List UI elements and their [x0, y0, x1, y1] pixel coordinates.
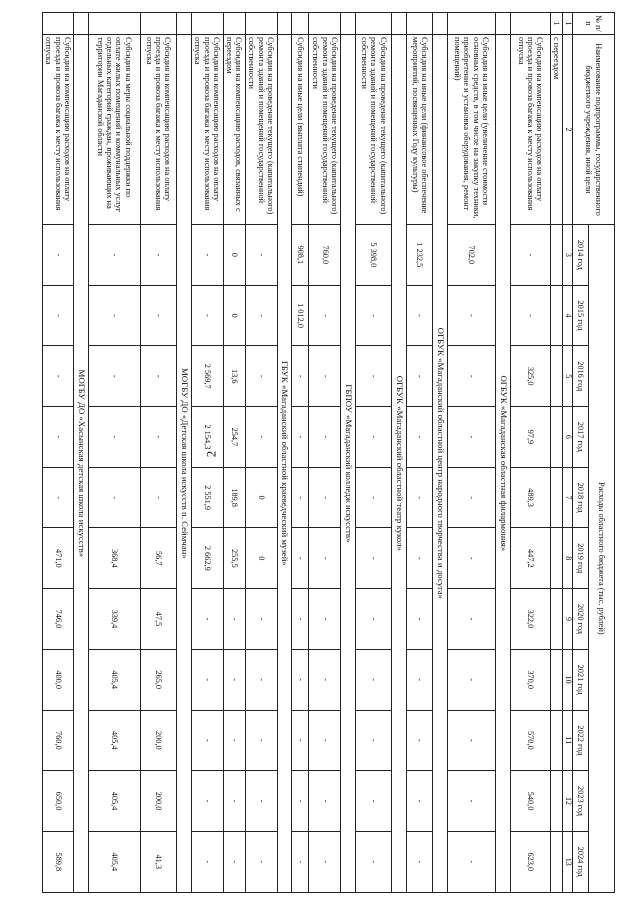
column-number: 6 [563, 407, 573, 468]
department-row [176, 13, 191, 893]
value-cell: 0 [245, 528, 277, 589]
value-cell: - [356, 528, 392, 589]
value-cell: - [447, 346, 495, 407]
header-year: 2018 год [573, 467, 589, 528]
value-cell: - [191, 225, 223, 286]
value-cell: - [407, 589, 433, 650]
row-name: Субсидия на компенсацию расходов на оплату проезда и провоза багажа к месту использования отпуска [510, 35, 550, 225]
row-index [140, 13, 176, 35]
value-cell: 368,4 [88, 528, 140, 589]
value-cell: 56,7 [140, 528, 176, 589]
row-index [407, 13, 433, 35]
table-row [191, 13, 223, 893]
row-index [176, 13, 191, 35]
value-cell: - [447, 831, 495, 892]
value-cell: - [447, 710, 495, 771]
value-cell: - [191, 285, 223, 346]
value-cell: 702,0 [447, 225, 495, 286]
value-cell: - [292, 831, 309, 892]
header-year: 2022 год [573, 710, 589, 771]
value-cell: - [447, 649, 495, 710]
department-row [73, 13, 88, 893]
value-cell: - [309, 528, 341, 589]
value-cell [550, 225, 562, 286]
department-name: МОГБУ ДО «Хасынская детская школа искусств» [73, 35, 88, 893]
value-cell: - [191, 589, 223, 650]
value-cell [550, 649, 562, 710]
value-cell: - [292, 467, 309, 528]
row-index [356, 13, 392, 35]
value-cell: 589,8 [43, 831, 74, 892]
value-cell: - [292, 649, 309, 710]
value-cell: - [309, 407, 341, 468]
row-index [433, 13, 448, 35]
value-cell: - [309, 771, 341, 832]
value-cell: - [140, 407, 176, 468]
table-row [88, 13, 140, 893]
value-cell: - [191, 649, 223, 710]
header-year: 2021 год [573, 649, 589, 710]
value-cell: - [43, 407, 74, 468]
value-cell: - [140, 346, 176, 407]
value-cell: - [447, 467, 495, 528]
value-cell: - [245, 346, 277, 407]
row-name: Субсидия на проведение текущего (капитального) ремонта зданий и помещений государственной собственности [309, 35, 341, 225]
value-cell: 623,0 [510, 831, 550, 892]
department-row [392, 13, 407, 893]
value-cell: - [292, 589, 309, 650]
value-cell: 325,0 [510, 346, 550, 407]
row-index [277, 13, 292, 35]
row-name: Субсидия на компенсацию расходов на оплату проезда и провоза багажа к месту использования отпуска [140, 35, 176, 225]
table-row [292, 13, 309, 893]
value-cell: - [407, 831, 433, 892]
value-cell: 2 154,3 [191, 407, 223, 468]
value-cell: - [407, 528, 433, 589]
row-index [73, 13, 88, 35]
row-index [495, 13, 510, 35]
header-year: 2024 год [573, 831, 589, 892]
value-cell: - [292, 407, 309, 468]
column-number: 2 [563, 35, 573, 225]
department-row [277, 13, 292, 893]
row-name: Субсидия на иные цели (увеличение стоимости основных средств, в том числе на закупку техники, приобретение и установка оборудования, ремонт помещений) [447, 35, 495, 225]
value-cell: - [292, 528, 309, 589]
value-cell: - [88, 467, 140, 528]
value-cell [550, 467, 562, 528]
value-cell: 405,4 [88, 710, 140, 771]
rotated-table-sheet [45, 12, 615, 892]
value-cell: 540,0 [510, 771, 550, 832]
value-cell [550, 589, 562, 650]
value-cell: 405,4 [88, 771, 140, 832]
value-cell: - [447, 771, 495, 832]
value-cell: - [356, 589, 392, 650]
value-cell: 97,9 [510, 407, 550, 468]
value-cell: 471,0 [43, 528, 74, 589]
value-cell: 2 569,7 [191, 346, 223, 407]
value-cell: - [356, 831, 392, 892]
value-cell: - [309, 710, 341, 771]
row-name: с переездом [550, 35, 562, 225]
row-name: Субсидия на компенсацию расходов на оплату проезда и провоза багажа к месту использования отпуска [43, 35, 74, 225]
value-cell: - [510, 225, 550, 286]
value-cell: 255,5 [223, 528, 245, 589]
row-index [43, 13, 74, 35]
table-body [43, 13, 563, 893]
value-cell: - [407, 710, 433, 771]
value-cell: - [43, 225, 74, 286]
value-cell: 200,0 [140, 771, 176, 832]
value-cell: - [309, 467, 341, 528]
value-cell: - [223, 771, 245, 832]
value-cell: - [356, 467, 392, 528]
value-cell: - [223, 649, 245, 710]
column-number: 13 [563, 831, 573, 892]
value-cell: - [407, 285, 433, 346]
header-year: 2015 год [573, 285, 589, 346]
value-cell: - [245, 407, 277, 468]
header-year: 2019 год [573, 528, 589, 589]
table-row [447, 13, 495, 893]
value-cell: - [223, 831, 245, 892]
header-name: Наименование подпрограммы, государственного бюджетного учреждения, иной цели [573, 35, 615, 225]
row-name: Субсидия на иные цели (финансовое обеспечение мероприятий, посвященных Году культуры) [407, 35, 433, 225]
value-cell: 908,1 [292, 225, 309, 286]
value-cell: 322,0 [510, 589, 550, 650]
column-number: 4 [563, 285, 573, 346]
department-row [433, 13, 448, 893]
value-cell: - [140, 285, 176, 346]
value-cell: - [356, 771, 392, 832]
row-name: Субсидия на меры социальной поддержки по оплате жилых помещений и коммунальных услуг отдельных категорий граждан, проживающих на территории Магаданской области [88, 35, 140, 225]
row-index [292, 13, 309, 35]
value-cell: 41,3 [140, 831, 176, 892]
table-header [563, 13, 615, 893]
column-number: 10 [563, 649, 573, 710]
row-index [223, 13, 245, 35]
value-cell: 2 662,9 [191, 528, 223, 589]
value-cell: - [245, 589, 277, 650]
header-year: 2017 год [573, 407, 589, 468]
value-cell: 2 551,9 [191, 467, 223, 528]
row-index [341, 13, 356, 35]
value-cell: - [407, 467, 433, 528]
value-cell [550, 407, 562, 468]
row-index: 1 [550, 13, 562, 35]
row-name: Субсидия на компенсацию расходов, связанных с переездом [223, 35, 245, 225]
value-cell: - [292, 771, 309, 832]
value-cell: 5 398,0 [356, 225, 392, 286]
value-cell: 405,4 [88, 649, 140, 710]
value-cell: - [407, 649, 433, 710]
table-row [309, 13, 341, 893]
value-cell: - [140, 467, 176, 528]
department-row [341, 13, 356, 893]
value-cell: 339,4 [88, 589, 140, 650]
table-row [510, 13, 550, 893]
value-cell: 189,8 [223, 467, 245, 528]
table-row [43, 13, 74, 893]
row-name: Субсидия на компенсацию расходов на оплату проезда и провоза багажа к месту использования отпуска [191, 35, 223, 225]
value-cell: 489,3 [510, 467, 550, 528]
header-expenses: Расходы областного бюджета (тыс. рублей) [589, 225, 615, 893]
value-cell: 47,5 [140, 589, 176, 650]
value-cell: - [309, 285, 341, 346]
value-cell: - [447, 528, 495, 589]
column-number: 3 [563, 225, 573, 286]
row-index [510, 13, 550, 35]
value-cell: - [191, 831, 223, 892]
column-number: 5 [563, 346, 573, 407]
value-cell: - [407, 407, 433, 468]
row-name: Субсидия на проведение текущего (капитального) ремонта зданий и помещений государственной собственности [245, 35, 277, 225]
value-cell: - [407, 771, 433, 832]
value-cell: - [292, 710, 309, 771]
value-cell: 0 [245, 467, 277, 528]
value-cell: 760,0 [43, 710, 74, 771]
value-cell: - [88, 407, 140, 468]
value-cell: - [309, 589, 341, 650]
value-cell: 405,4 [88, 831, 140, 892]
value-cell: - [510, 285, 550, 346]
table-row [550, 13, 562, 893]
table-row [407, 13, 433, 893]
value-cell: - [309, 831, 341, 892]
budget-table [42, 12, 615, 893]
value-cell: 0 [223, 285, 245, 346]
table-row [356, 13, 392, 893]
value-cell [550, 831, 562, 892]
value-cell: - [245, 710, 277, 771]
value-cell: 265,0 [140, 649, 176, 710]
value-cell: - [356, 649, 392, 710]
column-number: 8 [563, 528, 573, 589]
table-row [140, 13, 176, 893]
row-index [88, 13, 140, 35]
header-year: 2020 год [573, 589, 589, 650]
value-cell: - [245, 771, 277, 832]
value-cell: 760,0 [309, 225, 341, 286]
value-cell: - [245, 649, 277, 710]
value-cell: 13,6 [223, 346, 245, 407]
value-cell: - [245, 225, 277, 286]
value-cell [550, 285, 562, 346]
value-cell: - [356, 407, 392, 468]
row-name: Субсидия на проведение текущего (капитального) ремонта зданий и помещений государственной собственности [356, 35, 392, 225]
header-year: 2014 год [573, 225, 589, 286]
department-name: ГБУК «Магаданский областной краеведческий музей» [277, 35, 292, 893]
value-cell: - [191, 771, 223, 832]
value-cell: - [292, 346, 309, 407]
value-cell: 0 [223, 225, 245, 286]
department-row [495, 13, 510, 893]
department-name: ОГБУК «Магаданский областной театр кукол» [392, 35, 407, 893]
value-cell: - [356, 710, 392, 771]
value-cell: - [356, 285, 392, 346]
value-cell: 370,0 [510, 649, 550, 710]
value-cell: - [309, 649, 341, 710]
value-cell: - [356, 346, 392, 407]
value-cell: 650,0 [43, 771, 74, 832]
value-cell: 447,2 [510, 528, 550, 589]
value-cell: - [191, 710, 223, 771]
value-cell: - [447, 285, 495, 346]
row-index [245, 13, 277, 35]
value-cell: 400,0 [43, 649, 74, 710]
department-name: МОГБУ ДО «Детская школа искусств п. Сеймчан» [176, 35, 191, 893]
value-cell: - [447, 407, 495, 468]
row-index [309, 13, 341, 35]
value-cell [550, 710, 562, 771]
value-cell: 570,0 [510, 710, 550, 771]
column-number: 11 [563, 710, 573, 771]
value-cell: - [88, 225, 140, 286]
column-number: 9 [563, 589, 573, 650]
column-number: 7 [563, 467, 573, 528]
value-cell: 1 012,0 [292, 285, 309, 346]
value-cell: 254,7 [223, 407, 245, 468]
value-cell: - [447, 589, 495, 650]
row-index [447, 13, 495, 35]
value-cell: - [245, 285, 277, 346]
value-cell: - [309, 346, 341, 407]
header-no: № п/п [573, 13, 615, 35]
value-cell: - [43, 346, 74, 407]
row-name: Субсидия на иные цели (выплата стипендий) [292, 35, 309, 225]
table-row [245, 13, 277, 893]
value-cell [550, 528, 562, 589]
value-cell: - [223, 589, 245, 650]
value-cell: - [88, 285, 140, 346]
value-cell: - [407, 346, 433, 407]
value-cell: 746,0 [43, 589, 74, 650]
column-number: 1 [563, 13, 573, 35]
header-year: 2023 год [573, 771, 589, 832]
header-year: 2016 год [573, 346, 589, 407]
value-cell [550, 771, 562, 832]
table-row [223, 13, 245, 893]
value-cell: - [43, 467, 74, 528]
value-cell: - [88, 346, 140, 407]
department-name: ОГБУК «Магаданская областная филармония» [495, 35, 510, 893]
value-cell: 200,0 [140, 710, 176, 771]
page-number: 2 [203, 450, 219, 458]
value-cell: - [43, 285, 74, 346]
row-index [392, 13, 407, 35]
department-name: ОГБУК «Магаданский областной центр народного творчества и досуга» [433, 35, 448, 893]
value-cell: 1 232,5 [407, 225, 433, 286]
value-cell: - [140, 225, 176, 286]
department-name: ГБПОУ «Магаданский колледж искусств» [341, 35, 356, 893]
value-cell [550, 346, 562, 407]
column-number: 12 [563, 771, 573, 832]
value-cell: - [223, 710, 245, 771]
value-cell: - [245, 831, 277, 892]
row-index [191, 13, 223, 35]
